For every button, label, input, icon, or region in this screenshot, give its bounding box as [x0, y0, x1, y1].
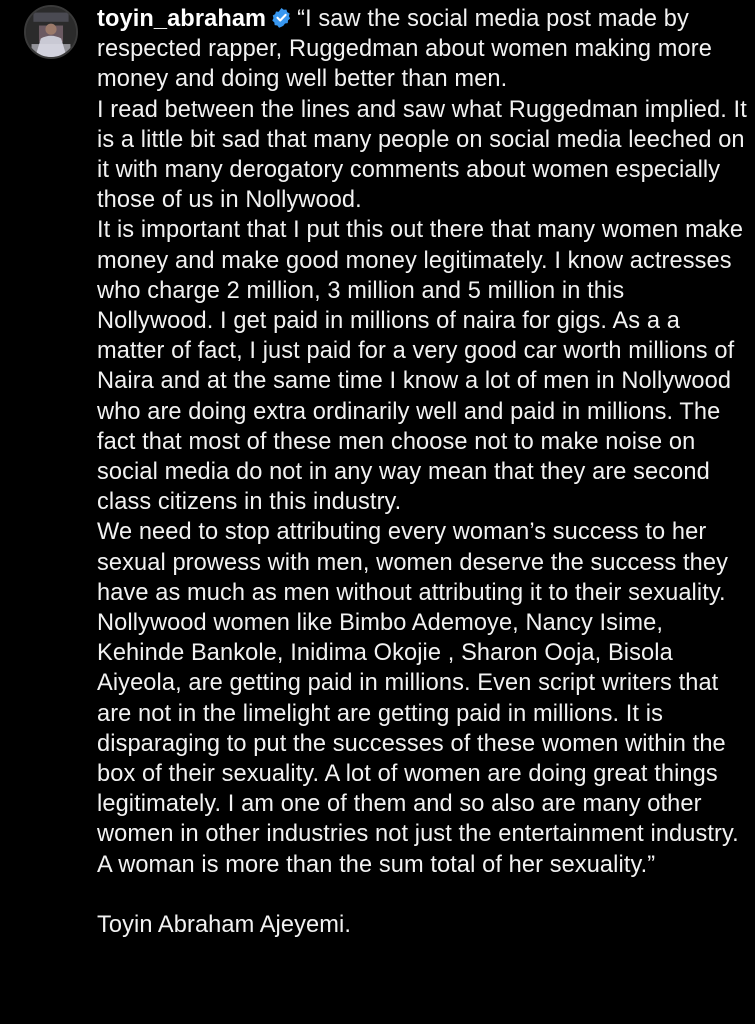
caption-paragraph-2: I read between the lines and saw what Ruggedman implied. It is a little bit sad that many people on social media leeched on it with many derogatory comments about women especially those of us in Nollywood.	[97, 96, 747, 214]
caption-paragraph	[97, 4, 747, 95]
verified-badge-icon	[271, 7, 292, 28]
avatar[interactable]	[24, 5, 78, 59]
caption-paragraph-3: It is important that I put this out there that many women make money and make good money legitimately. I know actresses who charge 2 million, 3 million and 5 million in this Nollywood. I get paid in millions of naira for gigs. As a a matter of fact, I just paid for a very good car worth millions of Naira and at the same time I know a lot of men in Nollywood who are doing extra ordinarily well and paid in millions. The fact that most of these men choose not to make noise on social media do not in any way mean that they are second class citizens in this industry.	[97, 217, 744, 516]
caption-text	[97, 4, 747, 940]
signature: Toyin Abraham Ajeyemi.	[97, 911, 351, 938]
caption-paragraph-4: We need to stop attributing every woman’s success to her sexual prowess with men, women deserve the success they have as much as men without attributing it to their sexuality. Nollywood women like Bimbo Ademoye, Nancy Isime, Kehinde Bankole, Inidima Okojie , Sharon Ooja, Bisola Aiyeola, are getting paid in millions. Even script writers that are not in the limelight are getting paid in millions. It is disparaging to put the successes of these women within the box of their sexuality. A lot of women are doing great things legitimately. I am one of them and so also are many other women in other industries not just the entertainment industry.	[97, 519, 739, 848]
caption-paragraph-1: “I saw the social media post made by respected rapper, Ruggedman about women making more money and doing well better than men.	[97, 6, 712, 93]
username-link[interactable]: toyin_abraham	[97, 6, 267, 32]
caption-paragraph-5: A woman is more than the sum total of her sexuality.”	[97, 851, 656, 878]
avatar-image	[26, 7, 76, 57]
